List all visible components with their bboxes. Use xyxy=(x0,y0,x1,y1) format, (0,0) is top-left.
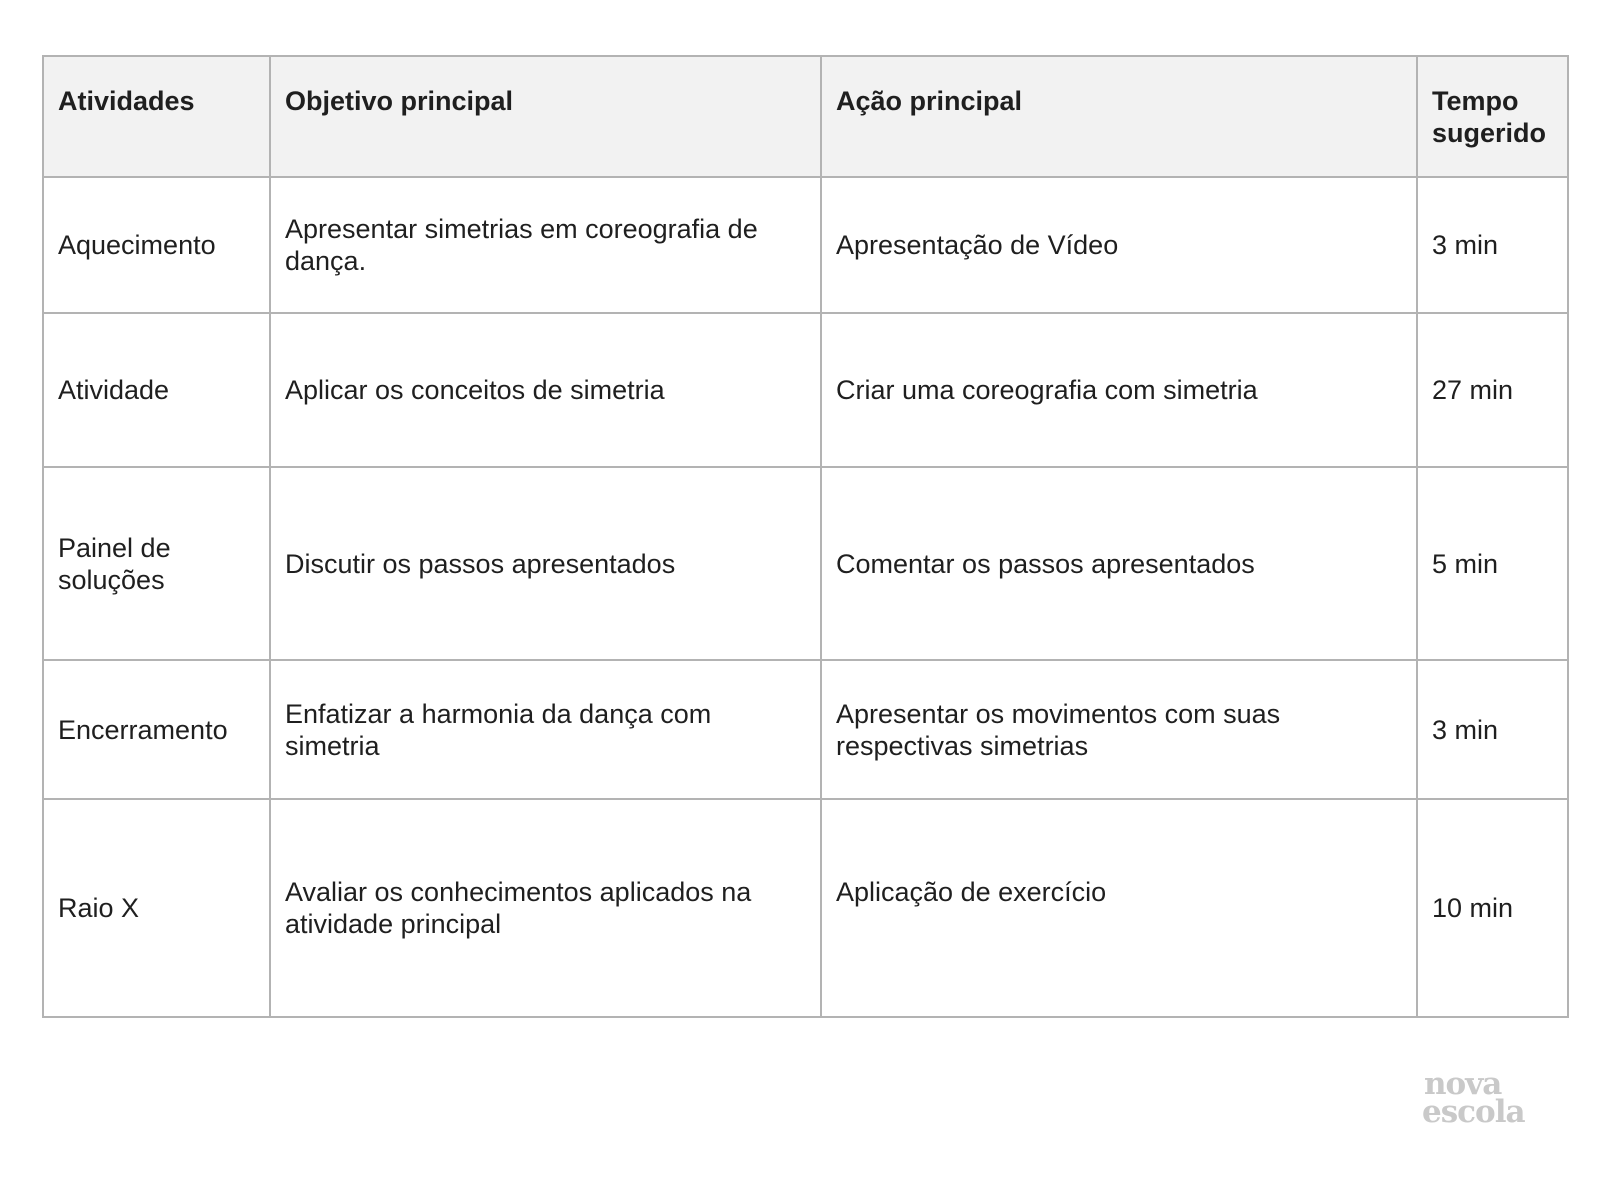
header-objetivo-principal: Objetivo principal xyxy=(270,56,821,177)
cell-objetivo: Apresentar simetrias em coreografia de dança. xyxy=(270,177,821,313)
cell-objetivo: Aplicar os conceitos de simetria xyxy=(270,313,821,467)
cell-atividade: Atividade xyxy=(43,313,270,467)
cell-acao: Apresentação de Vídeo xyxy=(821,177,1417,313)
cell-tempo: 3 min xyxy=(1417,660,1568,799)
cell-acao: Comentar os passos apresentados xyxy=(821,467,1417,660)
cell-acao xyxy=(821,799,1417,1017)
cell-objetivo: Discutir os passos apresentados xyxy=(270,467,821,660)
cell-tempo: 10 min xyxy=(1417,799,1568,1017)
header-atividades: Atividades xyxy=(43,56,270,177)
nova-escola-logo xyxy=(1422,1066,1542,1130)
cell-atividade: Painel de soluções xyxy=(43,467,270,660)
cell-tempo: 27 min xyxy=(1417,313,1568,467)
header-row xyxy=(43,56,1568,177)
header-tempo-sugerido: Tempo sugerido xyxy=(1417,56,1568,177)
logo-line-nova: nova xyxy=(1424,1066,1502,1102)
cell-atividade: Raio X xyxy=(43,799,270,1017)
cell-acao-text: Aplicação de exercício xyxy=(836,877,1107,907)
cell-objetivo: Enfatizar a harmonia da dança com simetria xyxy=(270,660,821,799)
table-row xyxy=(43,177,1568,313)
lesson-plan-table xyxy=(42,55,1569,1018)
cell-acao: Apresentar os movimentos com suas respectivas simetrias xyxy=(821,660,1417,799)
cell-acao: Criar uma coreografia com simetria xyxy=(821,313,1417,467)
table-row xyxy=(43,660,1568,799)
table-row xyxy=(43,799,1568,1017)
table-body xyxy=(43,177,1568,1017)
cell-tempo: 5 min xyxy=(1417,467,1568,660)
table-row xyxy=(43,467,1568,660)
header-acao-principal: Ação principal xyxy=(821,56,1417,177)
table-row xyxy=(43,313,1568,467)
cell-atividade: Encerramento xyxy=(43,660,270,799)
cell-atividade: Aquecimento xyxy=(43,177,270,313)
cell-objetivo: Avaliar os conhecimentos aplicados na atividade principal xyxy=(270,799,821,1017)
table-header xyxy=(43,56,1568,177)
logo-line-escola: escola xyxy=(1422,1094,1525,1130)
cell-tempo: 3 min xyxy=(1417,177,1568,313)
